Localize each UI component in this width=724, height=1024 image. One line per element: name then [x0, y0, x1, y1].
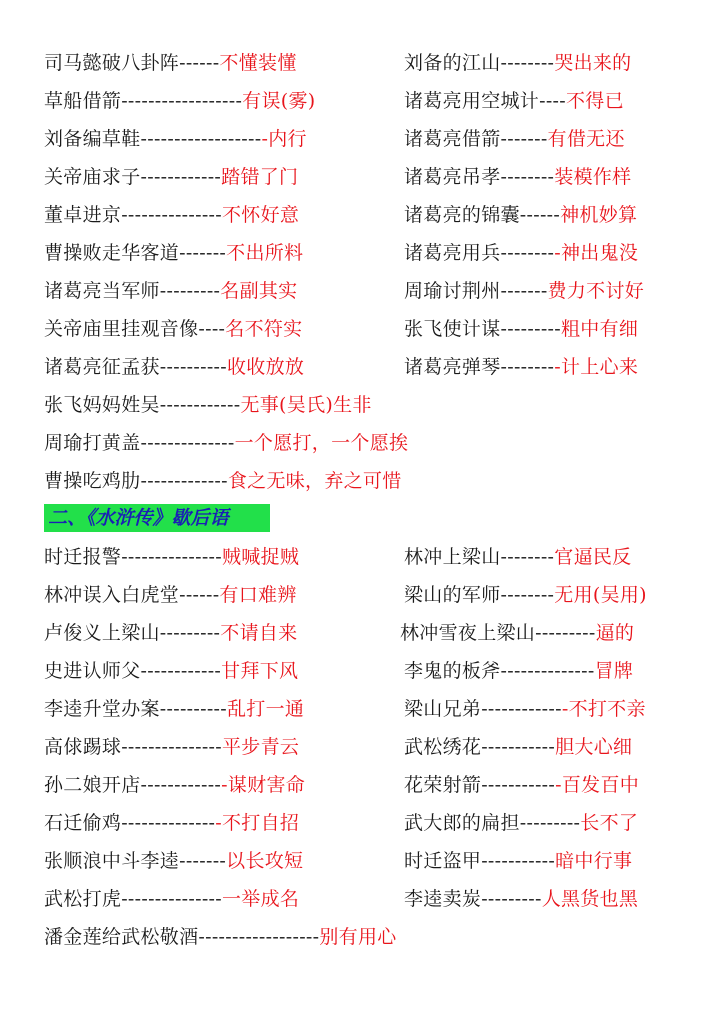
proverb-answer: 平步青云	[222, 736, 300, 758]
proverb-answer: 以长攻短	[226, 850, 304, 872]
proverb-answer: 乱打一通	[227, 698, 305, 720]
proverb-row	[44, 238, 684, 268]
proverb-answer: 装模作样	[554, 166, 632, 188]
proverb-question: 石迁偷鸡--------------	[44, 812, 216, 834]
proverb-row	[44, 770, 684, 800]
proverb-answer: 食之无味，弃之可惜	[227, 470, 402, 492]
proverb-question: 武松打虎---------------	[44, 888, 222, 910]
proverb-question: 张飞妈妈姓吴------------	[44, 394, 241, 416]
proverb-answer: 冒牌	[594, 660, 634, 682]
proverb-answer: 不怀好意	[222, 204, 300, 226]
proverb-right	[404, 846, 632, 876]
proverb-question: 张顺浪中斗李逵-------	[44, 850, 227, 872]
proverb-right	[404, 770, 639, 800]
proverb-answer: 无用(吴用)	[554, 584, 647, 606]
proverb-answer: 有误(雾)	[242, 90, 316, 112]
proverb-left	[44, 732, 299, 762]
proverb-question: 李逵卖炭---------	[404, 888, 542, 910]
proverb-question: 林冲上梁山--------	[404, 546, 555, 568]
proverb-answer: -内行	[261, 128, 307, 150]
proverb-left	[44, 238, 303, 268]
proverb-right	[404, 238, 638, 268]
proverb-answer: 有口难辨	[219, 584, 297, 606]
proverb-row	[44, 162, 684, 192]
proverb-row	[44, 124, 684, 154]
proverb-left	[44, 846, 303, 876]
proverb-answer: 无事(吴氏)生非	[240, 394, 372, 416]
proverb-answer: 一举成名	[222, 888, 300, 910]
proverb-question: 周瑜打黄盖--------------	[44, 432, 235, 454]
proverb-answer: 别有用心	[319, 926, 397, 948]
proverb-row	[44, 542, 684, 572]
proverb-question: 关帝庙求子------------	[44, 166, 222, 188]
proverb-question: 诸葛亮借箭-------	[404, 128, 548, 150]
proverb-left	[44, 656, 298, 686]
proverb-row	[44, 352, 684, 382]
section-heading-shuihu: 二、《水浒传》歇后语	[44, 504, 270, 532]
proverb-question: 高俅踢球---------------	[44, 736, 222, 758]
proverb-row	[44, 580, 684, 610]
proverb-answer: 收收放放	[227, 356, 305, 378]
proverb-question: 草船借箭------------------	[44, 90, 243, 112]
proverb-right	[404, 124, 625, 154]
proverb-answer: -谋财害命	[221, 774, 306, 796]
proverb-right	[404, 542, 631, 572]
proverb-row	[44, 656, 684, 686]
proverb-question: 刘备的江山--------	[404, 52, 555, 74]
proverb-answer: -神出鬼没	[554, 242, 639, 264]
proverb-question: 潘金莲给武松敬酒------------------	[44, 926, 320, 948]
proverb-left	[44, 922, 397, 952]
proverb-question: 诸葛亮的锦囊------	[404, 204, 561, 226]
proverb-right	[404, 656, 633, 686]
proverb-answer: 名不符实	[225, 318, 303, 340]
proverb-answer: 甘拜下风	[221, 660, 299, 682]
proverb-question: 诸葛亮用兵--------	[404, 242, 555, 264]
proverb-answer: -计上心来	[554, 356, 639, 378]
proverb-answer: 粗中有细	[560, 318, 639, 340]
proverb-question: 时迁报警---------------	[44, 546, 222, 568]
proverb-row	[44, 884, 684, 914]
proverb-question: 曹操败走华客道-------	[44, 242, 227, 264]
proverb-row	[44, 694, 684, 724]
proverb-answer: 胆大心细	[555, 736, 633, 758]
proverb-left	[44, 618, 297, 648]
proverb-left	[44, 466, 402, 496]
proverb-left	[44, 580, 297, 610]
proverb-right	[404, 86, 624, 116]
proverb-answer: 踏错了门	[221, 166, 299, 188]
proverb-question: 司马懿破八卦阵------	[44, 52, 220, 74]
proverb-row-single	[44, 466, 684, 496]
proverb-question: 周瑜讨荆州-------	[404, 280, 548, 302]
proverb-left	[44, 314, 302, 344]
proverb-right	[404, 162, 631, 192]
proverb-row-single	[44, 922, 684, 952]
proverb-right	[404, 276, 644, 306]
proverb-answer: 神机妙算	[560, 204, 638, 226]
proverb-question: 李鬼的板斧--------------	[404, 660, 595, 682]
proverb-right	[404, 352, 638, 382]
proverb-left	[44, 162, 298, 192]
proverb-question: 曹操吃鸡肋-------------	[44, 470, 228, 492]
proverb-row-single	[44, 428, 684, 458]
proverb-question: 诸葛亮用空城计----	[404, 90, 566, 112]
proverb-right	[404, 694, 646, 724]
proverb-left	[44, 124, 307, 154]
proverb-right	[404, 314, 638, 344]
proverb-question: 诸葛亮吊孝--------	[404, 166, 555, 188]
proverb-question: 卢俊义上梁山---------	[44, 622, 221, 644]
proverb-right	[400, 618, 634, 648]
proverb-left	[44, 884, 299, 914]
proverb-answer: 不得已	[565, 90, 624, 112]
proverb-left	[44, 808, 299, 838]
proverb-question: 诸葛亮当军师---------	[44, 280, 221, 302]
proverb-question: 史进认师父------------	[44, 660, 222, 682]
proverb-question: 林冲误入白虎堂------	[44, 584, 220, 606]
proverb-left	[44, 770, 305, 800]
proverb-left	[44, 86, 316, 116]
proverb-left	[44, 48, 297, 78]
proverb-row	[44, 200, 684, 230]
proverb-question: 孙二娘开店------------	[44, 774, 222, 796]
proverb-question: 张飞使计谋---------	[404, 318, 561, 340]
proverb-question: 刘备编草鞋------------------	[44, 128, 262, 150]
proverb-question: 武大郎的扁担---------	[404, 812, 581, 834]
proverb-row	[44, 808, 684, 838]
proverb-question: 董卓进京---------------	[44, 204, 222, 226]
proverb-right	[404, 808, 638, 838]
proverb-question: 梁山的军师--------	[404, 584, 555, 606]
proverb-answer: 贼喊捉贼	[222, 546, 300, 568]
proverb-answer: -百发百中	[555, 774, 640, 796]
proverb-answer: 名副其实	[220, 280, 298, 302]
proverb-row	[44, 846, 684, 876]
proverb-question: 武松绣花-----------	[404, 736, 556, 758]
proverb-answer: -不打不亲	[561, 698, 646, 720]
proverb-right	[404, 884, 638, 914]
proverb-left	[44, 390, 372, 420]
proverb-answer: 费力不讨好	[547, 280, 645, 302]
proverb-left	[44, 428, 408, 458]
proverb-question: 诸葛亮征孟获----------	[44, 356, 227, 378]
proverb-right	[404, 200, 637, 230]
proverb-answer: 不出所料	[226, 242, 304, 264]
proverb-right	[404, 732, 632, 762]
proverb-answer: 逼的	[595, 622, 635, 644]
proverb-answer: 不懂装懂	[219, 52, 297, 74]
proverb-row	[44, 618, 684, 648]
proverb-answer: 人黑货也黑	[541, 888, 639, 910]
proverb-right	[404, 48, 631, 78]
proverb-left	[44, 200, 299, 230]
proverb-left	[44, 542, 299, 572]
proverb-row	[44, 86, 684, 116]
proverb-question: 关帝庙里挂观音像----	[44, 318, 226, 340]
proverb-question: 李逵升堂办案----------	[44, 698, 227, 720]
proverb-answer: 有借无还	[547, 128, 625, 150]
proverb-right	[404, 580, 647, 610]
proverb-row	[44, 732, 684, 762]
proverb-answer: 哭出来的	[554, 52, 632, 74]
proverb-left	[44, 352, 304, 382]
proverb-answer: 不请自来	[220, 622, 298, 644]
proverb-row	[44, 314, 684, 344]
proverb-left	[44, 694, 304, 724]
proverb-question: 时迁盗甲-----------	[404, 850, 556, 872]
proverb-answer: 一个愿打，一个愿挨	[234, 432, 409, 454]
proverb-question: 诸葛亮弹琴--------	[404, 356, 555, 378]
proverb-answer: 暗中行事	[555, 850, 633, 872]
proverb-row	[44, 276, 684, 306]
proverb-left	[44, 276, 297, 306]
proverb-question: 林冲雪夜上梁山---------	[400, 622, 596, 644]
proverb-question: 梁山兄弟------------	[404, 698, 562, 720]
proverb-answer: -不打自招	[215, 812, 300, 834]
proverb-answer: 官逼民反	[554, 546, 632, 568]
proverb-answer: 长不了	[580, 812, 639, 834]
proverb-row	[44, 48, 684, 78]
proverb-row-single	[44, 390, 684, 420]
proverb-question: 花荣射箭-----------	[404, 774, 556, 796]
